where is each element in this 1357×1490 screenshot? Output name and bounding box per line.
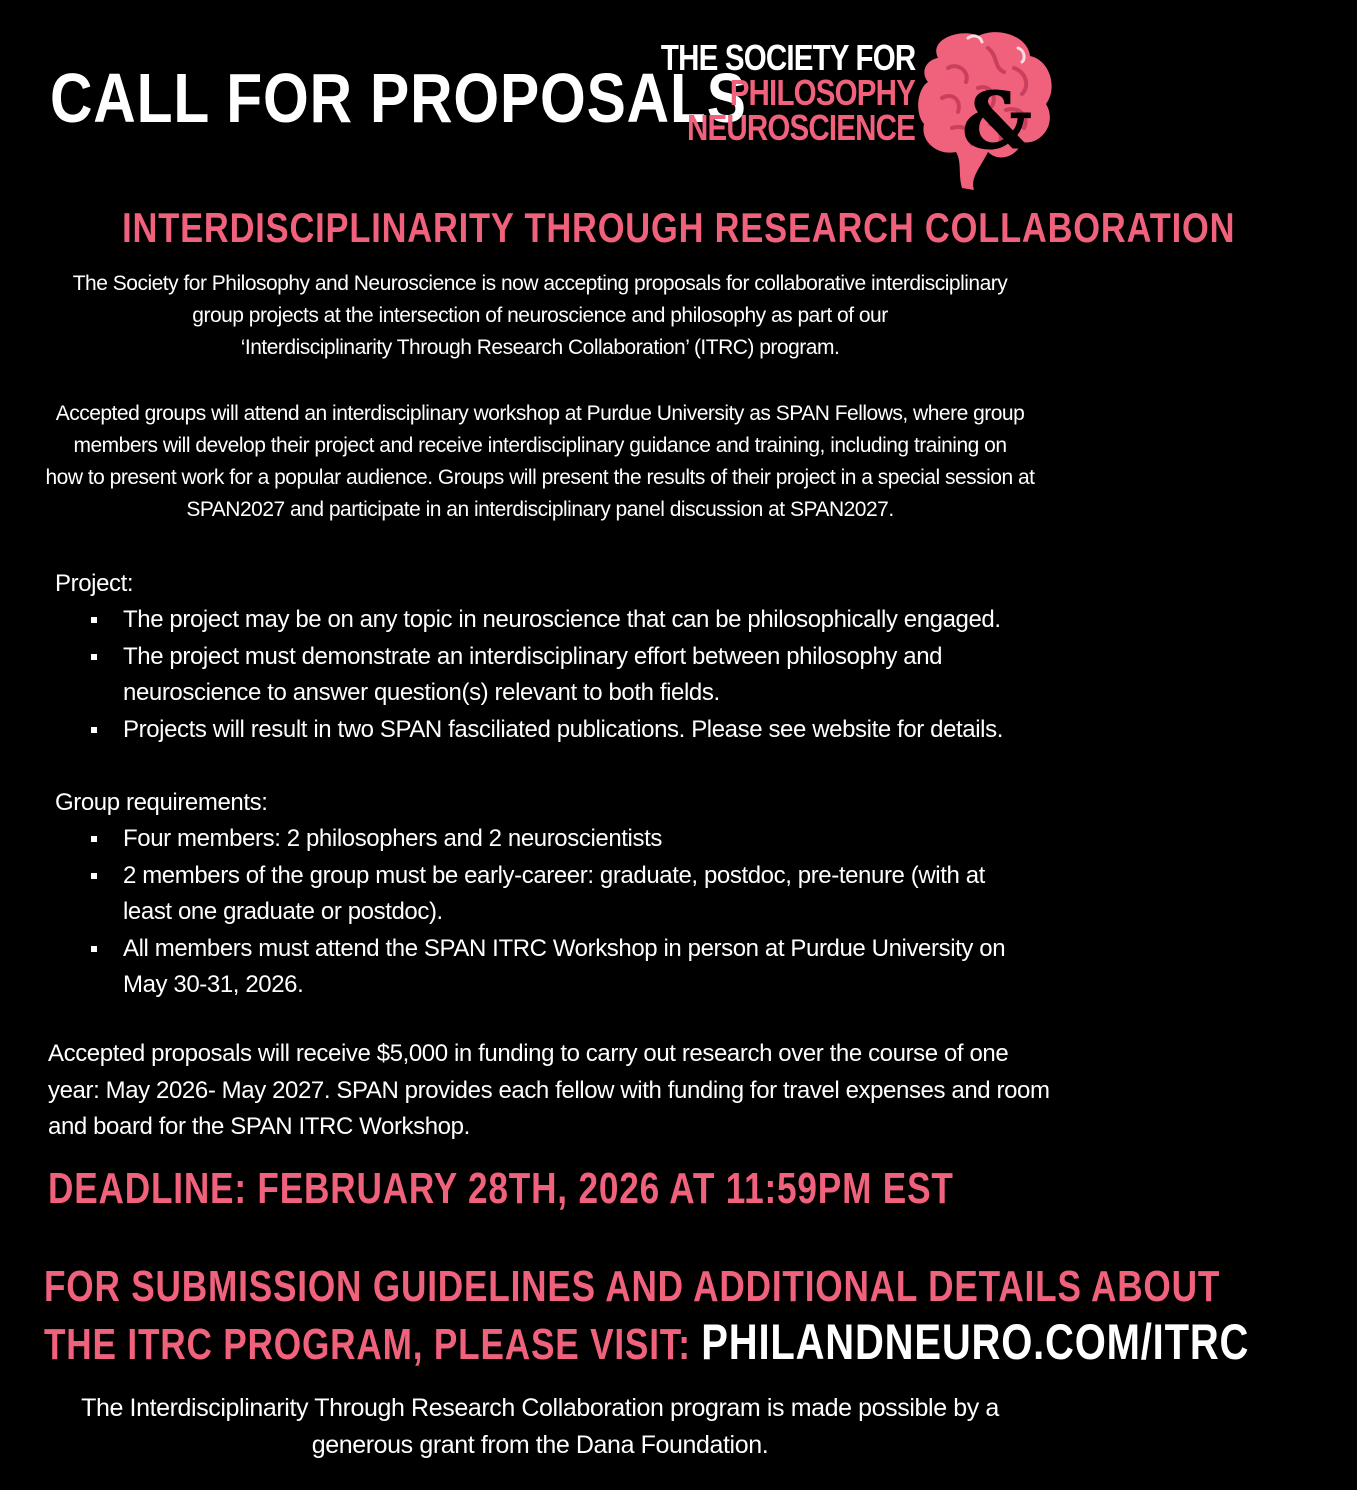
logo-ampersand: & (962, 76, 1033, 167)
intro-line: The Society for Philosophy and Neuroscience is now accepting proposals for collaborative interdisciplinary (72, 272, 1008, 295)
visit-line-2 (44, 1313, 1249, 1371)
funding-paragraph: Accepted proposals will receive $5,000 in funding to carry out research over the course of one year: May 2026- May 2027. SPAN provides each fellow with funding for travel expenses and room and board for the SPAN ITRC Workshop. (48, 1040, 1050, 1140)
project-heading: Project: (55, 570, 134, 597)
brain-icon (918, 28, 1058, 193)
program-subtitle-text: INTERDISCIPLINARITY THROUGH RESEARCH COLLABORATION (122, 204, 1236, 251)
list-item: The project must demonstrate an interdisciplinary effort between philosophy and neuroscience to answer question(s) relevant to both fields. (55, 639, 1035, 712)
society-logo (660, 28, 1060, 193)
group-requirements-list (55, 821, 1015, 1004)
group-requirements-heading: Group requirements: (55, 789, 268, 816)
deadline-text: DEADLINE: FEBRUARY 28TH, 2026 AT 11:59PM EST (48, 1164, 954, 1213)
project-section (55, 566, 1035, 748)
logo-line-3: NEUROSCIENCE (687, 107, 915, 148)
visit-prompt: THE ITRC PROGRAM, PLEASE VISIT: (44, 1320, 691, 1369)
grant-acknowledgement (60, 1390, 1020, 1464)
grant-line: generous grant from the Dana Foundation. (311, 1431, 769, 1459)
website-link[interactable]: PHILANDNEURO.COM/ITRC (701, 1314, 1250, 1370)
list-item: The project may be on any topic in neuroscience that can be philosophically engaged. (55, 602, 1035, 639)
list-item: Projects will result in two SPAN fasciliated publications. Please see website for details. (55, 712, 1035, 749)
list-item: All members must attend the SPAN ITRC Workshop in person at Purdue University on May 30-31, 2026. (55, 931, 1015, 1004)
accepted-line: members will develop their project and receive interdisciplinary guidance and training, including training on (73, 434, 1007, 457)
list-item: Four members: 2 philosophers and 2 neuroscientists (55, 821, 1015, 858)
visit-line-1: FOR SUBMISSION GUIDELINES AND ADDITIONAL DETAILS ABOUT (44, 1262, 1221, 1311)
accepted-paragraph (10, 398, 1070, 526)
accepted-line: Accepted groups will attend an interdisciplinary workshop at Purdue University as SPAN Fellows, where group (55, 402, 1025, 425)
grant-line: The Interdisciplinarity Through Research Collaboration program is made possible by a (81, 1394, 999, 1422)
intro-line: group projects at the intersection of neuroscience and philosophy as part of our (192, 304, 888, 327)
intro-paragraph (20, 268, 1060, 364)
project-list (55, 602, 1035, 748)
accepted-line: how to present work for a popular audience. Groups will present the results of their project in a special session at (45, 466, 1035, 489)
group-requirements-section (55, 785, 1015, 1004)
logo-line-1: THE SOCIETY FOR (660, 37, 915, 78)
logo-line-2: PHILOSOPHY (729, 72, 915, 113)
intro-line: ‘Interdisciplinarity Through Research Collaboration’ (ITRC) program. (240, 336, 840, 359)
program-subtitle (0, 204, 1236, 252)
list-item: 2 members of the group must be early-career: graduate, postdoc, pre-tenure (with at least one graduate or postdoc). (55, 858, 1015, 931)
page-title: CALL FOR PROPOSALS (50, 59, 747, 137)
accepted-line: SPAN2027 and participate in an interdisciplinary panel discussion at SPAN2027. (186, 498, 894, 521)
